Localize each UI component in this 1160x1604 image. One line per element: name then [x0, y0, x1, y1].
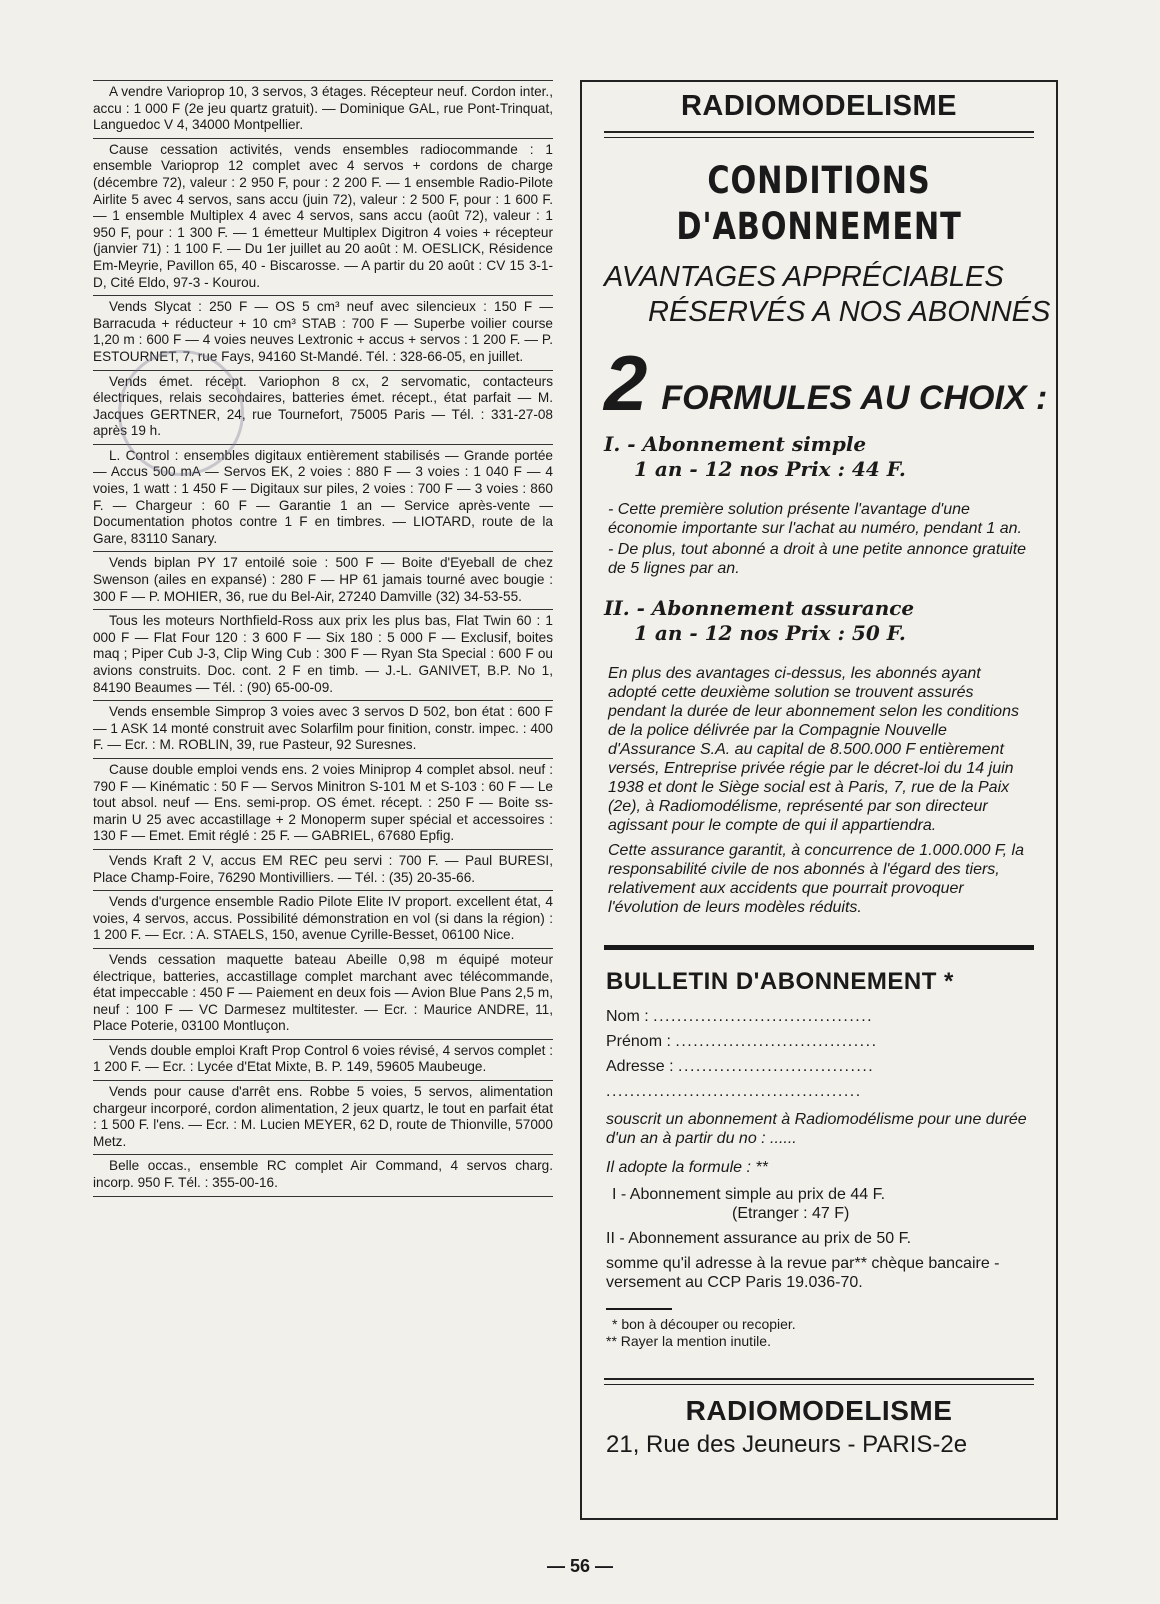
- option-1-text: - Cette première solution présente l'avantage d'une économie importante sur l'achat au numéro, pendant 1 an.: [608, 501, 1022, 537]
- option-1-title: [582, 432, 1056, 482]
- classified-ad: L. Control : ensembles digitaux entièrement stabilisés — Grande portée — Accus 500 mA — Servos EK, 2 voies : 880 F — 3 voies : 1 040 F — 4 voies, 1 watt : 1 450 F — Digitaux sur piles, 2 voies : 700 F — 3 voies : 860 F. — Chargeur : 60 F — Garantie 1 an — Service après-vente — Documentation photos contre 1 F en timbres. — LIOTARD, route de la Gare, 83110 Sanary.: [93, 445, 553, 553]
- classified-ad: Vends émet. récept. Variophon 8 cx, 2 servomatic, contacteurs électriques, relais secondaires, batteries émet. récept., état parfait — M. Jacques GERTNER, 24, rue Tournefort, 75005 Paris — Tél. : 331-27-08 après 19 h.: [93, 371, 553, 445]
- footnote: ** Rayer la mention inutile.: [606, 1333, 771, 1349]
- field-label: Prénom :: [606, 1033, 671, 1050]
- option-price-line: 1 an - 12 nos Prix : 44 F.: [634, 457, 906, 481]
- page-number: — 56 —: [546, 1556, 614, 1576]
- formules-text: FORMULES AU CHOIX :: [661, 379, 1048, 417]
- magazine-header: RADIOMODELISME: [680, 90, 958, 122]
- classified-ad: Tous les moteurs Northfield-Ross aux prix les plus bas, Flat Twin 60 : 1 000 F — Flat Four 120 : 3 600 F — Six 180 : 5 000 F — Exclusif, boites maq ; Piper Cub J-3, Clip Wing Cub : 300 F — Ryan Sta Special : 600 F ou avions construits. Doc. cont. 2 F en timb. — J.-L. GANIVET, B.P. No 1, 84190 Beaumes — Tél. : (90) 65-00-09.: [93, 610, 553, 701]
- divider: [604, 945, 1034, 950]
- option-title-line: II. - Abonnement assurance: [604, 596, 915, 620]
- classified-ad: Vends ensemble Simprop 3 voies avec 3 servos D 502, bon état : 600 F — 1 ASK 14 monté construit avec Solarfilm pour finition, constr. impec. : 400 F. — Ecr. : M. ROBLIN, 39, rue Pasteur, 92 Suresnes.: [93, 701, 553, 759]
- advantages-heading: [582, 260, 1056, 330]
- short-divider: [606, 1308, 672, 1310]
- classified-ad: Vends cessation maquette bateau Abeille 0,98 m équipé moteur électrique, batteries, accastillage complet marchant avec télécommande, état impeccable : 450 F — Paiement en deux fois — Avion Blue Pans 2,5 m, neuf : 100 F — VC Darmesez multitester. — Ecr. : Maurice ANDRE, 11, Place Poterie, 03100 Montluçon.: [93, 949, 553, 1040]
- formula-option-1: I - Abonnement simple au prix de 44 F.: [612, 1186, 886, 1203]
- firstname-field[interactable]: Prénom : ..................................: [606, 1033, 878, 1050]
- payment-statement: somme qu'il adresse à la revue par** chèque bancaire - versement au CCP Paris 19.036-70.: [606, 1255, 1000, 1291]
- classified-ad: Belle occas., ensemble RC complet Air Command, 4 servos charg. incorp. 950 F. Tél. : 355-00-16.: [93, 1155, 553, 1196]
- formules-heading: [582, 339, 1056, 427]
- classified-ad: Cause cessation activités, vends ensembles radiocommande : 1 ensemble Varioprop 12 complet avec 4 servos + cordons de charge (décembre 72), valeur : 2 950 F, pour : 2 200 F. — 1 ensemble Radio-Pilote Airlite 5 avec 4 servos, sans accu (juin 72), valeur : 2 500 F, pour : 1 600 F. — 1 ensemble Multiplex 4 avec 4 servos, sans accu (août 72), valeur : 1 950 F, pour : 1 300 F. — 1 émetteur Multiplex Digitron 4 voies + récepteur (janvier 71) : 1 100 F. — Du 1er juillet au 20 août : M. OESLICK, Résidence Em-Meyrie, Pavillon 65, 40 - Biscarosse. — A partir du 20 août : CV 15 3-1-D, Cité Eldo, 97-3 - Kourou.: [93, 139, 553, 296]
- title-line: D'ABONNEMENT: [676, 205, 962, 248]
- formula-option-2: II - Abonnement assurance au prix de 50 F.: [606, 1230, 912, 1247]
- footnote: * bon à découper ou recopier.: [612, 1316, 796, 1332]
- option-title-line: I. - Abonnement simple: [604, 432, 867, 456]
- address-name: RADIOMODELISME: [685, 1395, 953, 1426]
- option-2-text: Cette assurance garantit, à concurrence de 1.000.000 F, la responsabilité civile de nos abonnés à l'égard des tiers, relativement aux accidents que pourrait provoquer l'évolution de leurs modèles réduits.: [608, 842, 1024, 916]
- title-line: CONDITIONS: [707, 159, 931, 202]
- classified-ads-column: [93, 80, 553, 1197]
- formula-choice-label: Il adopte la formule : **: [606, 1159, 768, 1176]
- advantages-line: AVANTAGES APPRÉCIABLES: [604, 261, 1004, 293]
- classified-ad: Vends d'urgence ensemble Radio Pilote Elite IV proport. excellent état, 4 voies, 4 servos, accus. Possibilité démonstration en vol (si dans la région) : 1 200 F. — Ecr. : A. STAELS, 150, avenue Cyrille-Besset, 06100 Nice.: [93, 891, 553, 949]
- option-price-line: 1 an - 12 nos Prix : 50 F.: [634, 621, 906, 645]
- subscription-statement: souscrit un abonnement à Radiomodélisme pour une durée d'un an à partir du no : ......: [606, 1111, 1027, 1147]
- formula-option-1-foreign: (Etranger : 47 F): [732, 1205, 850, 1222]
- option-2-text: En plus des avantages ci-dessus, les abonnés ayant adopté cette deuxième solution se trouvent assurés pendant la durée de leur abonnement selon les conditions de la police délivrée par la Compagnie Nouvelle d'Assurance S.A. au capital de 8.500.000 F entièrement versés, Entreprise privée régie par le décret-loi du 14 juin 1938 et dont le Siège social est à Paris, 7, rue de la Paix (2e), à Radiomodélisme, représenté par son directeur agissant pour le compte de qui il appartiendra.: [608, 665, 1019, 834]
- classified-ad: Vends double emploi Kraft Prop Control 6 voies révisé, 4 servos complet : 1 200 F. — Ecr. : Lycée d'Etat Mixte, B. P. 149, 59605 Maubeuge.: [93, 1040, 553, 1081]
- option-1-text: - De plus, tout abonné a droit à une petite annonce gratuite de 5 lignes par an.: [608, 541, 1027, 577]
- field-label: Adresse :: [606, 1058, 674, 1075]
- field-label: Nom :: [606, 1008, 649, 1025]
- classified-ad: Vends pour cause d'arrêt ens. Robbe 5 voies, 5 servos, alimentation chargeur incorporé, cordon alimentation, 2 jeux quartz, le tout en parfait état : 1 500 F. l'ens. — Ecr. : M. Lucien MEYER, 62 D, route de Thionville, 57000 Metz.: [93, 1081, 553, 1155]
- classified-ad: Vends Slycat : 250 F — OS 5 cm³ neuf avec silencieux : 150 F — Barracuda + réducteur + 10 cm³ STAB : 700 F — Superbe voilier course 1,20 m : 600 F — 4 voies neuves Lextronic + accus + servos : 1 200 F. — P. ESTOURNET, 7, rue Fays, 94160 St-Mandé. Tél. : 328-66-05, en juillet.: [93, 296, 553, 370]
- advantages-line: RÉSERVÉS A NOS ABONNÉS: [648, 296, 1051, 328]
- classified-ad: Vends biplan PY 17 entoilé soie : 500 F — Boite d'Eyeball de chez Swenson (ailes en expansé) : 280 F — HP 61 jamais tourné avec bougie : 300 F — P. MOHIER, 36, rue du Bel-Air, 27240 Damville (32) 34-53-55.: [93, 552, 553, 610]
- formules-number: 2: [604, 339, 648, 427]
- classified-ad: A vendre Varioprop 10, 3 servos, 3 étages. Récepteur neuf. Cordon inter., accu : 1 000 F (2e jeu quartz gratuit). — Dominique GAL, rue Pont-Trinquat, Languedoc V 4, 34000 Montpellier.: [93, 81, 553, 139]
- divider: [604, 1378, 1034, 1385]
- address-street: 21, Rue des Jeuneurs - PARIS-2e: [606, 1431, 968, 1458]
- classified-ad: Vends Kraft 2 V, accus EM REC peu servi : 700 F. — Paul BURESI, Place Champ-Foire, 76290 Montivilliers. — Tél. : (35) 20-35-66.: [93, 850, 553, 891]
- divider: [604, 131, 1034, 138]
- name-field[interactable]: Nom : .....................................: [606, 1008, 874, 1025]
- conditions-title: [625, 158, 1014, 250]
- address-field-line2[interactable]: ...........................................: [606, 1083, 862, 1100]
- classified-ad: Cause double emploi vends ens. 2 voies Miniprop 4 complet absol. neuf : 790 F — Kinématic : 50 F — Servos Minitron S-101 M et S-103 : 60 F — Le tout absol. neuf — Ens. semi-prop. OS émet. récept. : 250 F — Boite ss-marin U 25 avec accastillage + 2 Monoperm super spécial et accessoires : 130 F — Emet. Emit réglé : 25 F. — GABRIEL, 67680 Epfig.: [93, 759, 553, 850]
- faded-stamp: [118, 350, 244, 476]
- subscription-box: [580, 80, 1058, 1520]
- option-2-title: [582, 596, 1056, 646]
- address-field[interactable]: Adresse : .................................: [606, 1058, 875, 1075]
- bulletin-title: BULLETIN D'ABONNEMENT *: [606, 968, 954, 995]
